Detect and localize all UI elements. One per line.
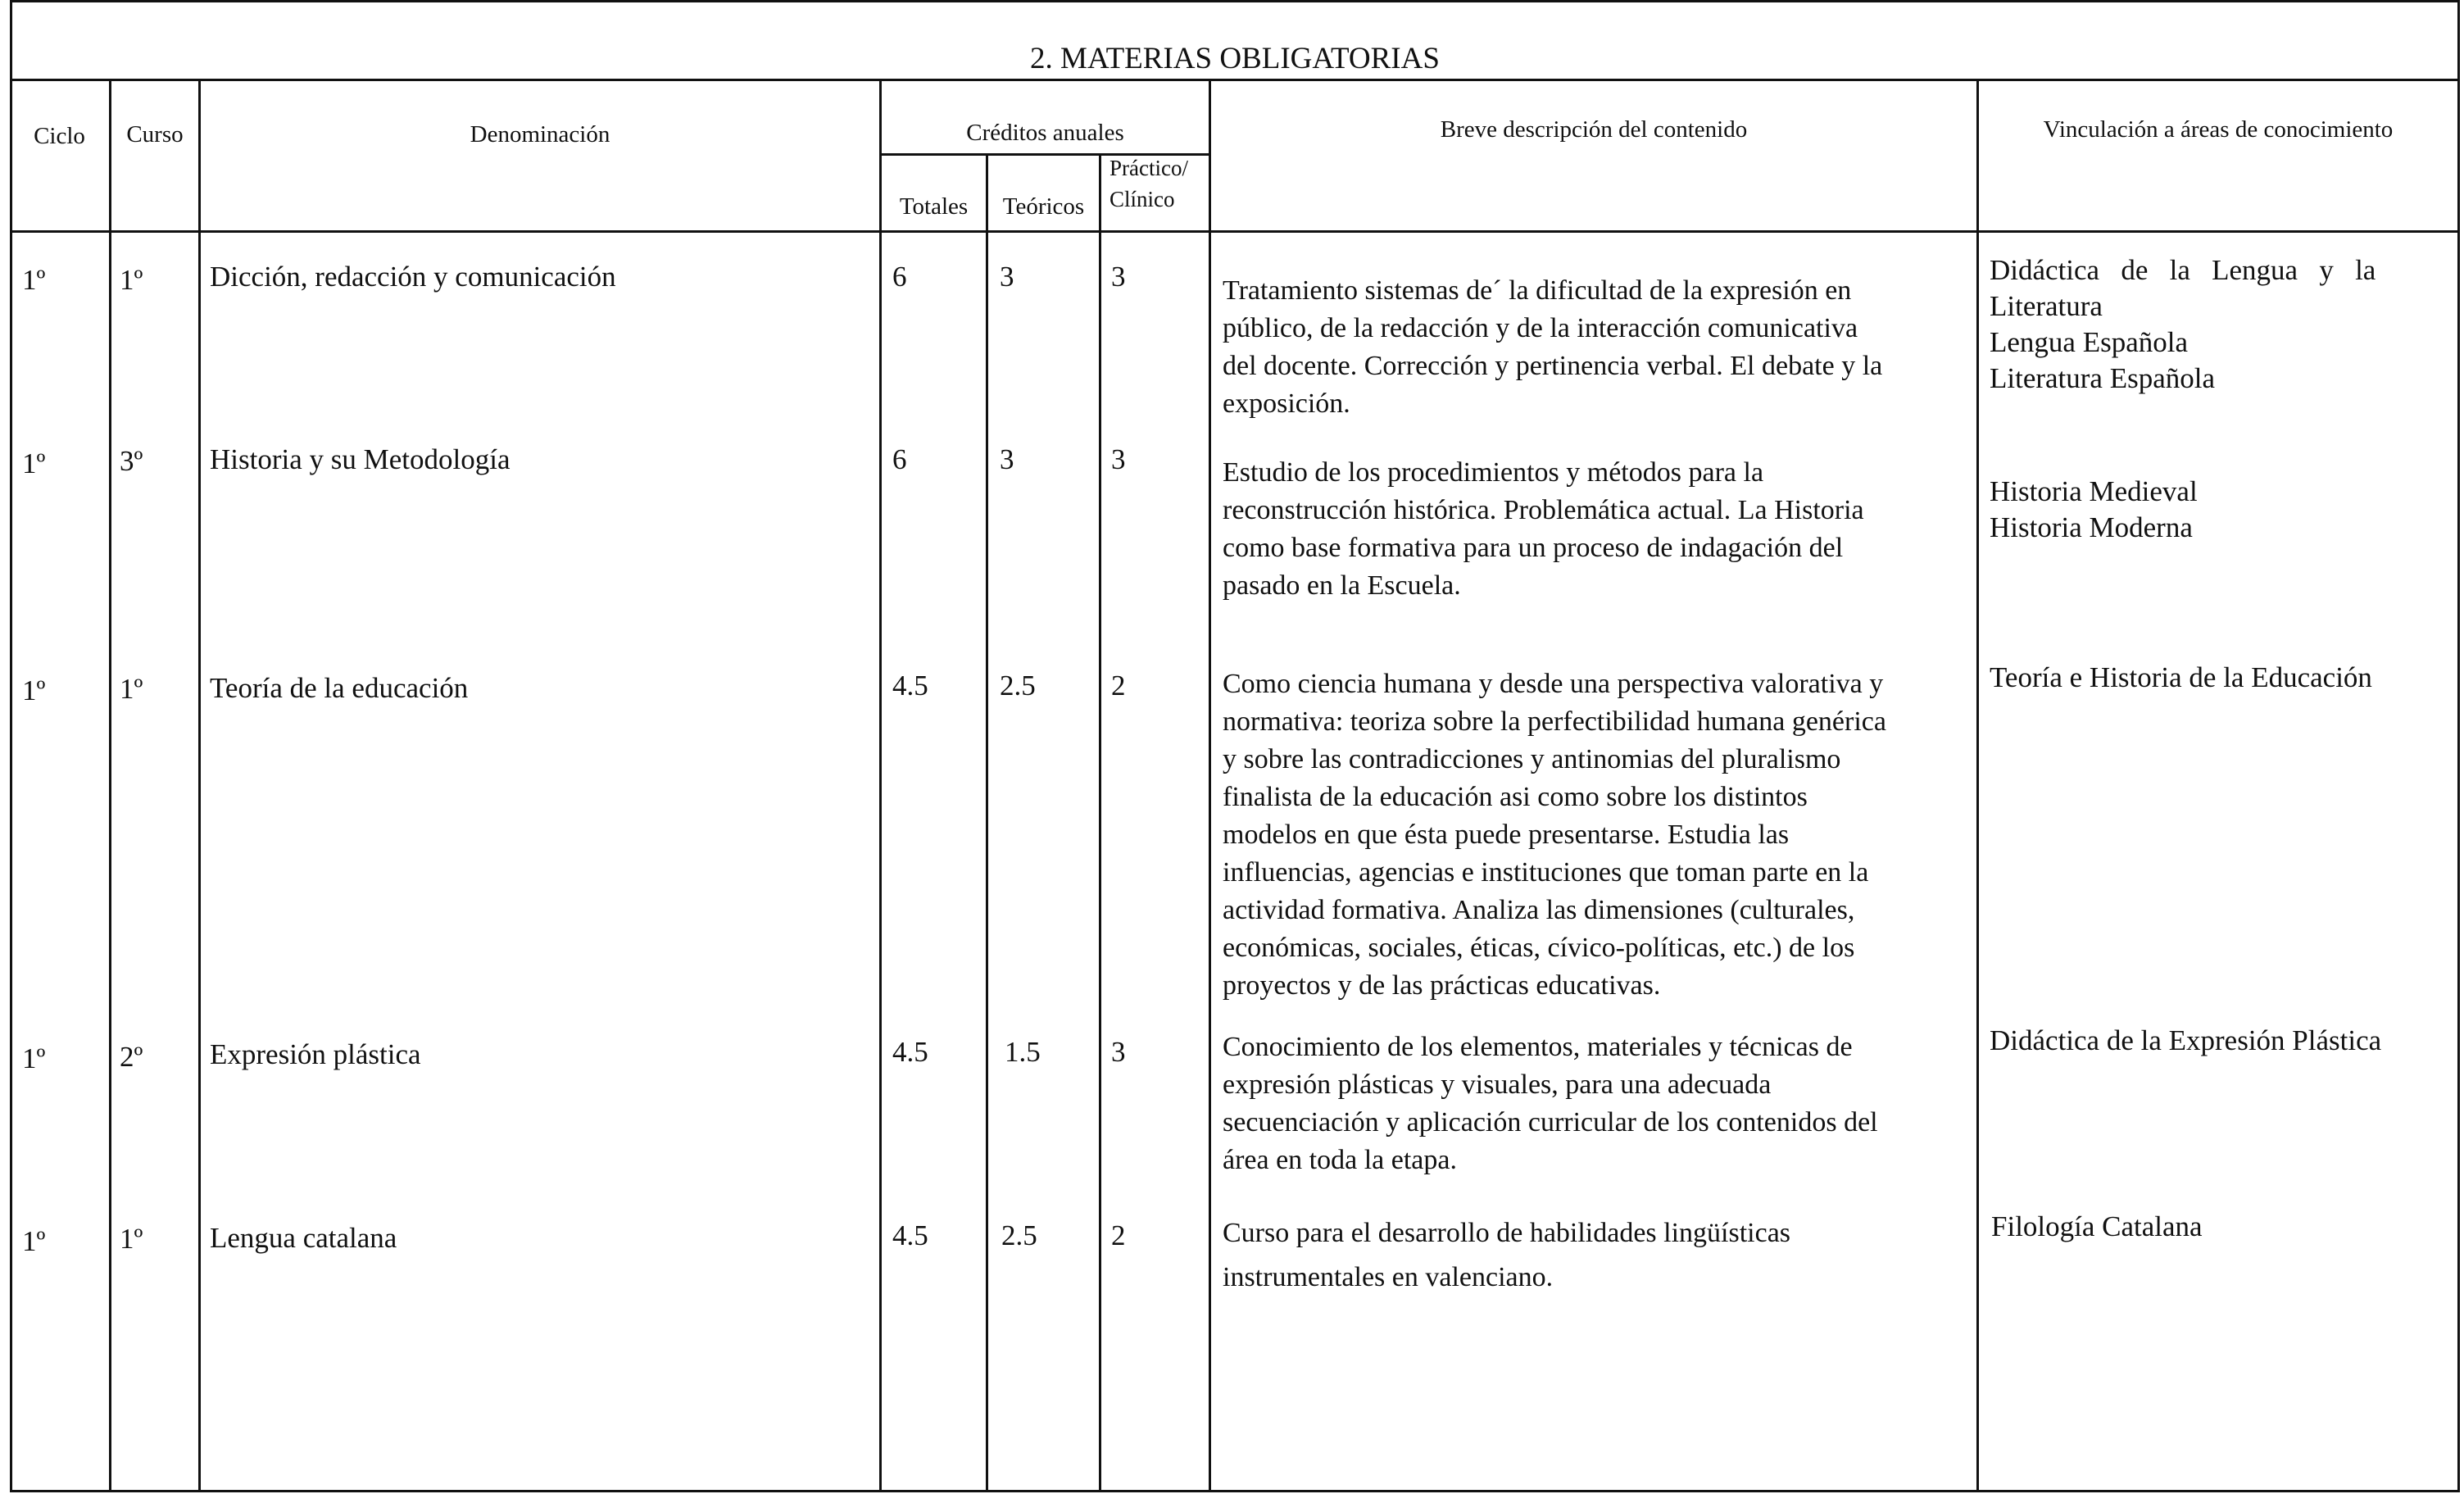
col-divider-teoricos (1099, 153, 1101, 1492)
col-divider-curso (198, 79, 201, 1492)
row2-descripcion-line: como base formativa para un proceso de indagación del (1223, 533, 1844, 563)
row2-area-line: Historia Medieval (1990, 475, 2198, 507)
row2-areas (1990, 474, 2450, 546)
table-border-bottom (10, 1490, 2460, 1492)
row1-descripcion-line: Tratamiento sistemas de´ la dificultad de la expresión en (1223, 275, 1852, 306)
row1-totales: 6 (892, 261, 907, 293)
row3-curso: 1º (120, 673, 143, 705)
table-border-right (2457, 0, 2460, 1492)
row5-descripcion-line: instrumentales en valenciano. (1223, 1262, 1554, 1292)
col-divider-ciclo (109, 79, 111, 1492)
row4-ciclo: 1º (22, 1042, 46, 1074)
header-divider (10, 230, 2460, 233)
row4-curso: 2º (120, 1041, 143, 1073)
header-totales: Totales (899, 193, 969, 220)
row3-descripcion-line: Como ciencia humana y desde una perspectiva valorativa y (1223, 669, 1884, 699)
col-divider-practico (1209, 79, 1211, 1492)
col-divider-totales (986, 153, 988, 1492)
row1-curso: 1º (120, 264, 143, 296)
row3-practico: 2 (1111, 670, 1126, 702)
row1-area-line: Didáctica de la Lengua y la (1990, 254, 2376, 286)
row3-denominacion: Teoría de la educación (210, 672, 469, 704)
row4-areas (1990, 1023, 2450, 1059)
row3-descripcion-line: finalista de la educación asi como sobre los distintos (1223, 782, 1808, 812)
row4-denominacion: Expresión plástica (210, 1038, 421, 1070)
row3-descripcion-line: proyectos y de las prácticas educativas. (1223, 970, 1661, 1001)
header-ciclo: Ciclo (34, 123, 85, 149)
row2-denominacion: Historia y su Metodología (210, 443, 510, 475)
header-teoricos: Teóricos (1002, 193, 1085, 220)
col-divider-denominacion (879, 79, 882, 1492)
row3-descripcion-line: modelos en que ésta puede presentarse. Estudia las (1223, 820, 1790, 850)
row2-descripcion-line: Estudio de los procedimientos y métodos para la (1223, 457, 1764, 488)
row1-descripcion (1223, 272, 1967, 423)
row2-curso: 3º (120, 445, 143, 477)
table-border-top (10, 0, 2460, 2)
row2-descripcion-line: pasado en la Escuela. (1223, 570, 1461, 601)
row2-descripcion-line: reconstrucción histórica. Problemática actual. La Historia (1223, 495, 1864, 525)
header-descripcion: Breve descripción del contenido (1440, 116, 1748, 143)
row4-totales: 4.5 (892, 1036, 928, 1068)
row2-ciclo: 1º (22, 447, 46, 479)
row5-area-line: Filología Catalana (1991, 1210, 2203, 1242)
row5-areas (1991, 1209, 2452, 1245)
row3-descripcion-line: actividad formativa. Analiza las dimensiones (culturales, (1223, 895, 1855, 925)
header-creditos-anuales: Créditos anuales (966, 120, 1124, 146)
row3-descripcion-line: normativa: teoriza sobre la perfectibilidad humana genérica (1223, 706, 1886, 737)
row3-descripcion-line: y sobre las contradicciones y antinomias del pluralismo (1223, 744, 1841, 774)
row1-ciclo: 1º (22, 264, 46, 296)
row5-descripcion-line: Curso para el desarrollo de habilidades lingüísticas (1223, 1218, 1791, 1248)
row5-totales: 4.5 (892, 1219, 928, 1251)
table-title: 2. MATERIAS OBLIGATORIAS (1030, 42, 1440, 75)
row1-area-line: Literatura (1990, 290, 2103, 322)
row5-curso: 1º (120, 1223, 143, 1255)
row1-practico: 3 (1111, 261, 1126, 293)
row4-descripcion-line: expresión plásticas y visuales, para una adecuada (1223, 1069, 1772, 1100)
row4-practico: 3 (1111, 1036, 1126, 1068)
header-curso: Curso (126, 121, 184, 148)
row4-area-line: Didáctica de la Expresión Plástica (1990, 1024, 2382, 1056)
row3-teoricos: 2.5 (1000, 670, 1036, 702)
title-divider (10, 79, 2460, 81)
row5-descripcion (1223, 1211, 1967, 1300)
row4-descripcion-line: área en toda la etapa. (1223, 1145, 1457, 1175)
row1-area-line: Lengua Española (1990, 326, 2188, 358)
row3-ciclo: 1º (22, 674, 46, 706)
row4-descripcion-line: secuenciación y aplicación curricular de los contenidos del (1223, 1107, 1878, 1137)
row5-denominacion: Lengua catalana (210, 1222, 397, 1254)
row2-teoricos: 3 (1000, 443, 1014, 475)
header-practico-line2: Clínico (1109, 187, 1175, 211)
row5-practico: 2 (1111, 1219, 1126, 1251)
row1-descripcion-line: público, de la redacción y de la interacción comunicativa (1223, 313, 1858, 343)
row1-denominacion: Dicción, redacción y comunicación (210, 261, 616, 293)
header-vinculacion: Vinculación a áreas de conocimiento (2043, 116, 2394, 143)
row4-teoricos: 1.5 (1005, 1036, 1041, 1068)
header-denominacion: Denominación (470, 121, 610, 148)
row2-totales: 6 (892, 443, 907, 475)
row1-areas (1990, 252, 2450, 397)
row1-descripcion-line: del docente. Corrección y pertinencia verbal. El debate y la (1223, 351, 1883, 381)
row5-teoricos: 2.5 (1001, 1219, 1037, 1251)
row2-area-line: Historia Moderna (1990, 511, 2193, 543)
row1-area-line: Literatura Española (1990, 362, 2216, 394)
row3-descripcion-line: económicas, sociales, éticas, cívico-políticas, etc.) de los (1223, 933, 1855, 963)
table-border-left (10, 0, 12, 1492)
row5-ciclo: 1º (22, 1225, 46, 1257)
row1-descripcion-line: exposición. (1223, 388, 1350, 419)
row2-practico: 3 (1111, 443, 1126, 475)
row4-descripcion-line: Conocimiento de los elementos, materiales y técnicas de (1223, 1032, 1853, 1062)
row4-descripcion (1223, 1028, 1967, 1179)
row3-area-line: Teoría e Historia de la Educación (1990, 661, 2372, 693)
row3-totales: 4.5 (892, 670, 928, 702)
row1-teoricos: 3 (1000, 261, 1014, 293)
row3-descripcion (1223, 665, 1967, 1005)
header-practico-line1: Práctico/ (1109, 156, 1188, 180)
col-divider-descripcion (1976, 79, 1979, 1492)
row3-descripcion-line: influencias, agencias e instituciones que toman parte en la (1223, 857, 1869, 888)
row3-areas (1990, 660, 2450, 696)
row2-descripcion (1223, 454, 1967, 605)
